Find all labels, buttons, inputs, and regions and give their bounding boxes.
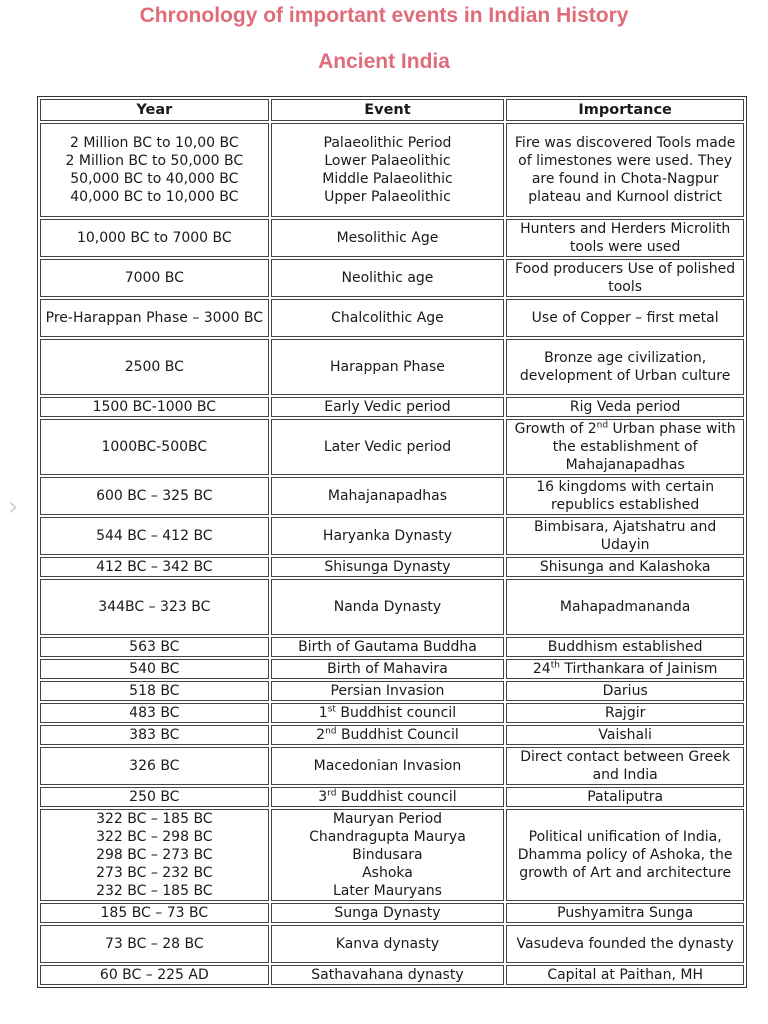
- importance-cell: Political unification of India, Dhamma policy of Ashoka, the growth of Art and architecture: [506, 809, 744, 901]
- year-cell: 1500 BC-1000 BC: [40, 397, 269, 417]
- chronology-table: [37, 96, 747, 988]
- page-title: Chronology of important events in Indian History: [139, 4, 629, 27]
- table-row: [40, 259, 744, 297]
- event-cell: Neolithic age: [271, 259, 505, 297]
- importance-cell: Mahapadmananda: [506, 579, 744, 635]
- event-cell: Chalcolithic Age: [271, 299, 505, 337]
- importance-cell: Fire was discovered Tools made of limestones were used. They are found in Chota-Nagpur plateau and Kurnool district: [506, 123, 744, 217]
- year-cell-line: 40,000 BC to 10,000 BC: [70, 189, 239, 205]
- year-cell: 250 BC: [40, 787, 269, 807]
- importance-cell: Pushyamitra Sunga: [506, 903, 744, 923]
- importance-cell: Growth of 2nd Urban phase with the establishment of Mahajanapadhas: [506, 419, 744, 475]
- importance-cell: Shisunga and Kalashoka: [506, 557, 744, 577]
- year-cell-line: 298 BC – 273 BC: [96, 847, 213, 863]
- event-cell: Mahajanapadhas: [271, 477, 505, 515]
- table-row: [40, 557, 744, 577]
- importance-cell: Bronze age civilization, development of Urban culture: [506, 339, 744, 395]
- year-cell: 540 BC: [40, 659, 269, 679]
- table-row: [40, 659, 744, 679]
- event-cell: Birth of Gautama Buddha: [271, 637, 505, 657]
- event-cell-line: Palaeolithic Period: [323, 135, 452, 151]
- table-header-row: [40, 99, 744, 121]
- importance-cell: Use of Copper – first metal: [506, 299, 744, 337]
- year-cell: 185 BC – 73 BC: [40, 903, 269, 923]
- event-cell: Sathavahana dynasty: [271, 965, 505, 985]
- column-header-event: Event: [271, 99, 505, 121]
- year-cell: 7000 BC: [40, 259, 269, 297]
- chevron-right-icon[interactable]: ›: [8, 492, 19, 522]
- table-row: [40, 219, 744, 257]
- event-cell: Birth of Mahavira: [271, 659, 505, 679]
- event-cell-line: Upper Palaeolithic: [324, 189, 451, 205]
- year-cell-line: 2 Million BC to 50,000 BC: [65, 153, 244, 169]
- year-cell-line: 273 BC – 232 BC: [96, 865, 213, 881]
- year-cell: 544 BC – 412 BC: [40, 517, 269, 555]
- table-row: [40, 419, 744, 475]
- table-row: [40, 703, 744, 723]
- importance-cell: Direct contact between Greek and India: [506, 747, 744, 785]
- table-row: [40, 903, 744, 923]
- event-cell-line: Chandragupta Maurya: [309, 829, 466, 845]
- year-cell: 600 BC – 325 BC: [40, 477, 269, 515]
- event-cell-line: Mauryan Period: [332, 811, 443, 827]
- year-cell-line: 50,000 BC to 40,000 BC: [70, 171, 239, 187]
- table-row: [40, 637, 744, 657]
- year-cell-line: 322 BC – 298 BC: [96, 829, 213, 845]
- table-row: [40, 299, 744, 337]
- table-row: [40, 517, 744, 555]
- event-cell: 1st Buddhist council: [271, 703, 505, 723]
- importance-cell: Darius: [506, 681, 744, 701]
- event-cell: Mesolithic Age: [271, 219, 505, 257]
- year-cell: [40, 809, 269, 901]
- table-row: [40, 579, 744, 635]
- importance-cell: Rig Veda period: [506, 397, 744, 417]
- year-cell: 518 BC: [40, 681, 269, 701]
- table-row: [40, 397, 744, 417]
- table-row: [40, 925, 744, 963]
- table-row: [40, 787, 744, 807]
- importance-cell: Pataliputra: [506, 787, 744, 807]
- year-cell: 383 BC: [40, 725, 269, 745]
- importance-cell: Bimbisara, Ajatshatru and Udayin: [506, 517, 744, 555]
- event-cell: [271, 809, 505, 901]
- year-cell: 483 BC: [40, 703, 269, 723]
- importance-cell: Capital at Paithan, MH: [506, 965, 744, 985]
- section-title: Ancient India: [318, 50, 450, 73]
- event-cell: Macedonian Invasion: [271, 747, 505, 785]
- table-row: [40, 747, 744, 785]
- year-cell: 60 BC – 225 AD: [40, 965, 269, 985]
- table-row: [40, 339, 744, 395]
- table-row: [40, 123, 744, 217]
- year-cell-line: 2 Million BC to 10,00 BC: [70, 135, 239, 151]
- year-cell: 326 BC: [40, 747, 269, 785]
- importance-cell: Vasudeva founded the dynasty: [506, 925, 744, 963]
- year-cell: 73 BC – 28 BC: [40, 925, 269, 963]
- event-cell: Persian Invasion: [271, 681, 505, 701]
- importance-cell: Buddhism established: [506, 637, 744, 657]
- table-row: [40, 965, 744, 985]
- year-cell: [40, 123, 269, 217]
- event-cell: Kanva dynasty: [271, 925, 505, 963]
- event-cell: Sunga Dynasty: [271, 903, 505, 923]
- event-cell-line: Later Mauryans: [332, 883, 442, 899]
- table-row: [40, 725, 744, 745]
- event-cell: Nanda Dynasty: [271, 579, 505, 635]
- event-cell: Later Vedic period: [271, 419, 505, 475]
- event-cell: Early Vedic period: [271, 397, 505, 417]
- table-row: [40, 681, 744, 701]
- table-row: [40, 477, 744, 515]
- year-cell: 2500 BC: [40, 339, 269, 395]
- event-cell: Haryanka Dynasty: [271, 517, 505, 555]
- year-cell: 563 BC: [40, 637, 269, 657]
- year-cell: 344BC – 323 BC: [40, 579, 269, 635]
- event-cell: 2nd Buddhist Council: [271, 725, 505, 745]
- event-cell: Harappan Phase: [271, 339, 505, 395]
- year-cell-line: 322 BC – 185 BC: [96, 811, 213, 827]
- importance-cell: Vaishali: [506, 725, 744, 745]
- event-cell-line: Lower Palaeolithic: [324, 153, 451, 169]
- event-cell: [271, 123, 505, 217]
- year-cell-line: 232 BC – 185 BC: [96, 883, 213, 899]
- year-cell: 1000BC-500BC: [40, 419, 269, 475]
- column-header-year: Year: [40, 99, 269, 121]
- column-header-importance: Importance: [506, 99, 744, 121]
- event-cell: Shisunga Dynasty: [271, 557, 505, 577]
- event-cell-line: Bindusara: [352, 847, 423, 863]
- event-cell-line: Ashoka: [362, 865, 413, 881]
- year-cell: 10,000 BC to 7000 BC: [40, 219, 269, 257]
- event-cell: 3rd Buddhist council: [271, 787, 505, 807]
- event-cell-line: Middle Palaeolithic: [322, 171, 453, 187]
- importance-cell: Hunters and Herders Microlith tools were used: [506, 219, 744, 257]
- importance-cell: Food producers Use of polished tools: [506, 259, 744, 297]
- importance-cell: 24th Tirthankara of Jainism: [506, 659, 744, 679]
- importance-cell: Rajgir: [506, 703, 744, 723]
- year-cell: Pre-Harappan Phase – 3000 BC: [40, 299, 269, 337]
- year-cell: 412 BC – 342 BC: [40, 557, 269, 577]
- table-row: [40, 809, 744, 901]
- importance-cell: 16 kingdoms with certain republics established: [506, 477, 744, 515]
